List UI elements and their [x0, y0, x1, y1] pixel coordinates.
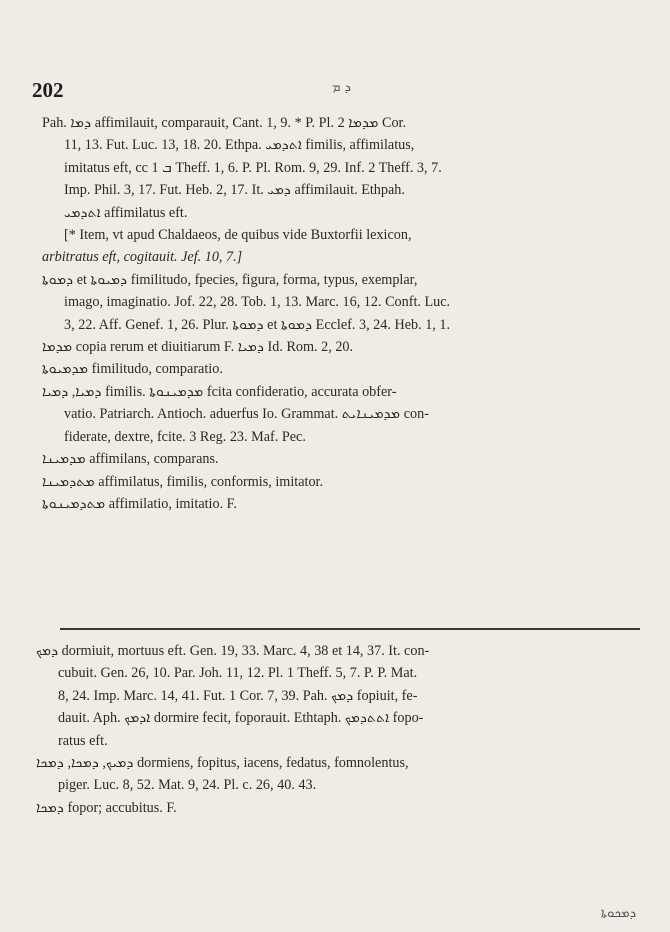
entry-line: fiderate, dextre, fcite. 3 Reg. 23. Maf. Pec. — [64, 428, 306, 445]
entry — [42, 269, 642, 359]
section-divider — [60, 628, 640, 630]
entry-line: 3, 22. Aff. Genef. 1, 26. Plur. ܕܡܘܬܐ et ܕܡܘܬܐ Ecclef. 3, 24. Heb. 1, 1. — [64, 316, 451, 333]
entry-line: ܕܡܝܐ, ܕܡܝܐ fimilis. ܡܕܡܝܢܘܬܐ fcita confideratio, accurata obfer- — [42, 383, 397, 400]
page-number: 202 — [32, 78, 64, 102]
entry-line: [* Item, vt apud Chaldaeos, de quibus vide Buxtorfii lexicon, — [64, 227, 412, 244]
entry-line: ratus eft. — [58, 732, 108, 749]
entry-line: dauit. Aph. ܐܕܡܟ dormire fecit, foporauit. Ethtaph. ܐܬܬܕܡܟ fopo- — [58, 710, 424, 727]
entry — [42, 448, 642, 470]
entries-top — [42, 112, 642, 515]
entry — [42, 224, 642, 269]
entry-line: arbitratus eft, cogitauit. Jef. 10, 7.] — [42, 249, 243, 266]
entry-line: imago, imaginatio. Jof. 22, 28. Tob. 1, 13. Marc. 16, 12. Conft. Luc. — [64, 294, 451, 311]
entry-line: cubuit. Gen. 26, 10. Par. Joh. 11, 12. Pl. 1 Theff. 5, 7. P. P. Mat. — [58, 665, 418, 682]
entry — [42, 381, 642, 448]
entry — [36, 797, 646, 819]
entry-line: Imp. Phil. 3, 17. Fut. Heb. 2, 17. It. ܕܡܝ affimilauit. Ethpah. — [64, 182, 405, 199]
entry — [42, 358, 642, 380]
entry-line: ܡܬܕܡܝܢܘܬܐ affimilatio, imitatio. F. — [42, 495, 237, 512]
entry-line: ܕܡܘܬܐ et ܕܡܝܘܬܐ fimilitudo, fpecies, figura, forma, typus, exemplar, — [42, 271, 418, 288]
entry-line: ܕܡܟ dormiuit, mortuus eft. Gen. 19, 33. Marc. 4, 38 et 14, 37. It. con- — [36, 643, 430, 659]
entry-line: ܡܕܡܝܢܐ affimilans, comparans. — [42, 451, 219, 468]
entry — [42, 112, 642, 224]
page-header — [32, 78, 632, 102]
entry-line: ܕܡܝܟ, ܕܡܟܐ, ܕܡܟܐ dormiens, fopitus, iacens, fedatus, fomnolentus, — [36, 755, 409, 772]
entry-line: piger. Luc. 8, 52. Mat. 9, 24. Pl. c. 26, 40. 43. — [58, 777, 317, 794]
entry — [36, 752, 646, 797]
entry-line: ܡܕܡܝܘܬܐ fimilitudo, comparatio. — [42, 361, 223, 378]
running-head: ܕ ܡ — [332, 80, 351, 95]
entry — [42, 493, 642, 515]
entry-line: 11, 13. Fut. Luc. 13, 18. 20. Ethpa. ܐܬܕܡܝ fimilis, affimilatus, — [64, 137, 415, 154]
entry-line: vatio. Patriarch. Antioch. aduerfus Io. Grammat. ܡܕܡܝܢܐܝܬ con- — [64, 406, 429, 423]
entry-line: 8, 24. Imp. Marc. 14, 41. Fut. 1 Cor. 7, 39. Pah. ܕܡܟ fopiuit, fe- — [58, 687, 418, 704]
entry-line: ܕܡܟܐ fopor; accubitus. F. — [36, 799, 177, 816]
entries-bottom — [36, 640, 646, 819]
entry — [42, 471, 642, 493]
entry — [36, 640, 646, 752]
catchword: ܕܡܟܘܬܐ — [600, 906, 636, 921]
entry-line: Pah. ܕܡܐ affimilauit, comparauit, Cant. 1, 9. * P. Pl. ܡܕܡܐ 2 Cor. — [42, 115, 407, 131]
entry-line: ܡܬܕܡܝܢܐ affimilatus, fimilis, conformis, imitator. — [42, 473, 324, 490]
entry-line: ܐܬܕܡܝ affimilatus eft. — [64, 204, 188, 221]
entry-line: imitatus eft, cc ܒ 1 Theff. 1, 6. P. Pl. Rom. 9, 29. Inf. 2 Theff. 3, 7. — [64, 159, 442, 176]
entry-line: ܡܕܡܐ copia rerum et diuitiarum F. ܕܡܝܐ Id. Rom. 2, 20. — [42, 339, 354, 356]
